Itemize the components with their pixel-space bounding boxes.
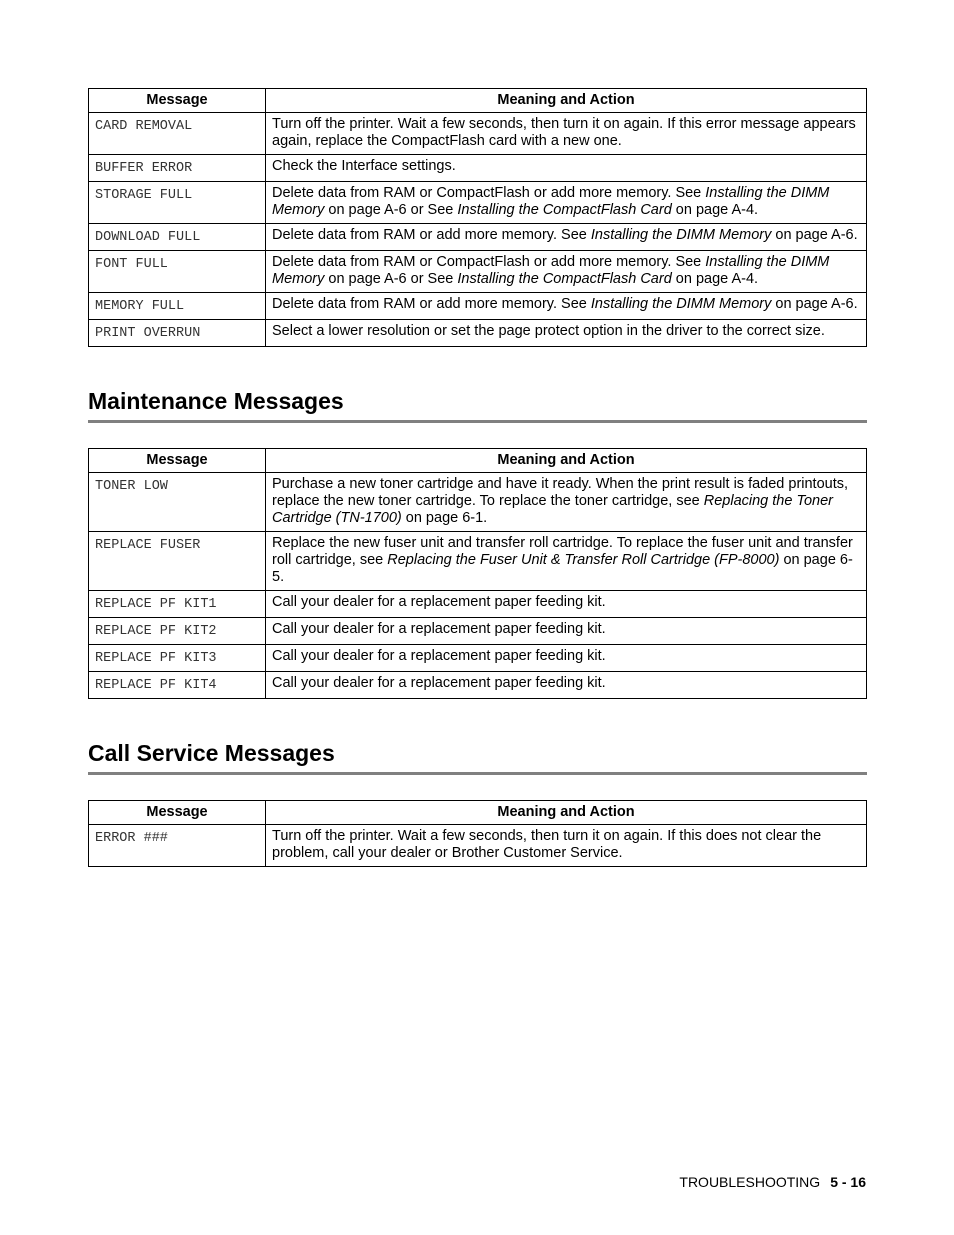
maintenance-messages-table [88, 448, 867, 699]
meaning-text: Replace the new fuser unit and transfer roll cartridge. To replace the fuser unit and transfer roll cartridge, see [272, 535, 853, 568]
meaning-and-action [266, 293, 867, 320]
table-row [89, 672, 867, 699]
message-code: FONT FULL [89, 251, 266, 293]
meaning-text: Delete data from RAM or add more memory. See [272, 227, 591, 243]
meaning-text: Delete data from RAM or CompactFlash or add more memory. See [272, 254, 706, 270]
section-title-call-service: Call Service Messages [88, 739, 867, 775]
meaning-text: Delete data from RAM or add more memory. See [272, 296, 591, 312]
table-row [89, 224, 867, 251]
error-messages-body [89, 113, 867, 347]
meaning-text: Turn off the printer. Wait a few seconds, then turn it on again. If this does not clear the problem, call your dealer or Brother Customer Service. [272, 828, 822, 861]
meaning-and-action [266, 182, 867, 224]
meaning-and-action [266, 645, 867, 672]
meaning-text: Delete data from RAM or CompactFlash or add more memory. See [272, 185, 706, 201]
cross-reference-text: Installing the DIMM Memory [590, 227, 772, 243]
message-code: STORAGE FULL [89, 182, 266, 224]
meaning-text: Turn off the printer. Wait a few seconds, then turn it on again. If this error message appears again, replace the CompactFlash card with a new one. [272, 116, 856, 149]
cross-reference-text: Replacing the Fuser Unit & Transfer Roll Cartridge (FP-8000) [387, 552, 780, 568]
meaning-text: Call your dealer for a replacement paper feeding kit. [272, 675, 606, 691]
meaning-and-action [266, 224, 867, 251]
cross-reference-text: Installing the DIMM Memory [272, 254, 830, 287]
column-header-message: Message [89, 89, 266, 113]
cross-reference-text: Installing the DIMM Memory [272, 185, 830, 218]
meaning-and-action [266, 591, 867, 618]
meaning-text: Call your dealer for a replacement paper feeding kit. [272, 621, 606, 637]
meaning-text: on page A-6 or See [324, 271, 458, 287]
page-footer [679, 1174, 866, 1190]
meaning-text: Purchase a new toner cartridge and have it ready. When the print result is faded printouts, replace the new toner cartridge. To replace the toner cartridge, see [272, 476, 849, 509]
message-code: TONER LOW [89, 473, 266, 532]
cross-reference-text: Installing the CompactFlash Card [457, 271, 672, 287]
message-code: ERROR ### [89, 825, 266, 867]
meaning-and-action [266, 825, 867, 867]
meaning-and-action [266, 532, 867, 591]
meaning-text: on page A-4. [671, 202, 759, 218]
meaning-and-action [266, 113, 867, 155]
page-content [88, 88, 867, 867]
table-row [89, 320, 867, 347]
message-code: REPLACE FUSER [89, 532, 266, 591]
meaning-text: on page 6-1. [401, 510, 488, 526]
table-row [89, 251, 867, 293]
cross-reference-text: Installing the CompactFlash Card [457, 202, 672, 218]
meaning-and-action [266, 618, 867, 645]
column-header-meaning: Meaning and Action [266, 89, 867, 113]
table-row [89, 155, 867, 182]
meaning-text: Select a lower resolution or set the page protect option in the driver to the correct size. [272, 323, 825, 339]
meaning-text: Call your dealer for a replacement paper feeding kit. [272, 648, 606, 664]
maintenance-messages-body [89, 473, 867, 699]
meaning-and-action [266, 155, 867, 182]
table-row [89, 473, 867, 532]
table-header-row [89, 449, 867, 473]
call-service-section [88, 739, 867, 867]
table-row [89, 182, 867, 224]
table-row [89, 591, 867, 618]
column-header-meaning: Meaning and Action [266, 801, 867, 825]
cross-reference-text: Installing the DIMM Memory [590, 296, 772, 312]
column-header-message: Message [89, 801, 266, 825]
message-code: BUFFER ERROR [89, 155, 266, 182]
maintenance-section [88, 387, 867, 699]
table-row [89, 645, 867, 672]
meaning-text: on page A-6 or See [324, 202, 458, 218]
footer-page-number: 5 - 16 [830, 1174, 866, 1190]
message-code: DOWNLOAD FULL [89, 224, 266, 251]
meaning-and-action [266, 473, 867, 532]
footer-section-name: TROUBLESHOOTING [679, 1174, 821, 1190]
call-service-messages-body [89, 825, 867, 867]
column-header-meaning: Meaning and Action [266, 449, 867, 473]
message-code: MEMORY FULL [89, 293, 266, 320]
call-service-messages-table [88, 800, 867, 867]
table-row [89, 113, 867, 155]
cross-reference-text: Replacing the Toner Cartridge (TN-1700) [272, 493, 834, 526]
column-header-message: Message [89, 449, 266, 473]
meaning-and-action [266, 251, 867, 293]
meaning-text: on page A-4. [671, 271, 759, 287]
table-row [89, 618, 867, 645]
meaning-text: on page 6-5. [272, 552, 853, 585]
message-code: REPLACE PF KIT1 [89, 591, 266, 618]
message-code: REPLACE PF KIT3 [89, 645, 266, 672]
error-messages-table [88, 88, 867, 347]
message-code: CARD REMOVAL [89, 113, 266, 155]
table-header-row [89, 89, 867, 113]
message-code: REPLACE PF KIT4 [89, 672, 266, 699]
message-code: REPLACE PF KIT2 [89, 618, 266, 645]
table-row [89, 532, 867, 591]
message-code: PRINT OVERRUN [89, 320, 266, 347]
meaning-text: on page A-6. [771, 227, 858, 243]
table-row [89, 825, 867, 867]
meaning-text: Check the Interface settings. [272, 158, 456, 174]
table-header-row [89, 801, 867, 825]
meaning-text: on page A-6. [771, 296, 858, 312]
meaning-and-action [266, 320, 867, 347]
meaning-and-action [266, 672, 867, 699]
section-title-maintenance: Maintenance Messages [88, 387, 867, 423]
meaning-text: Call your dealer for a replacement paper feeding kit. [272, 594, 606, 610]
table-row [89, 293, 867, 320]
